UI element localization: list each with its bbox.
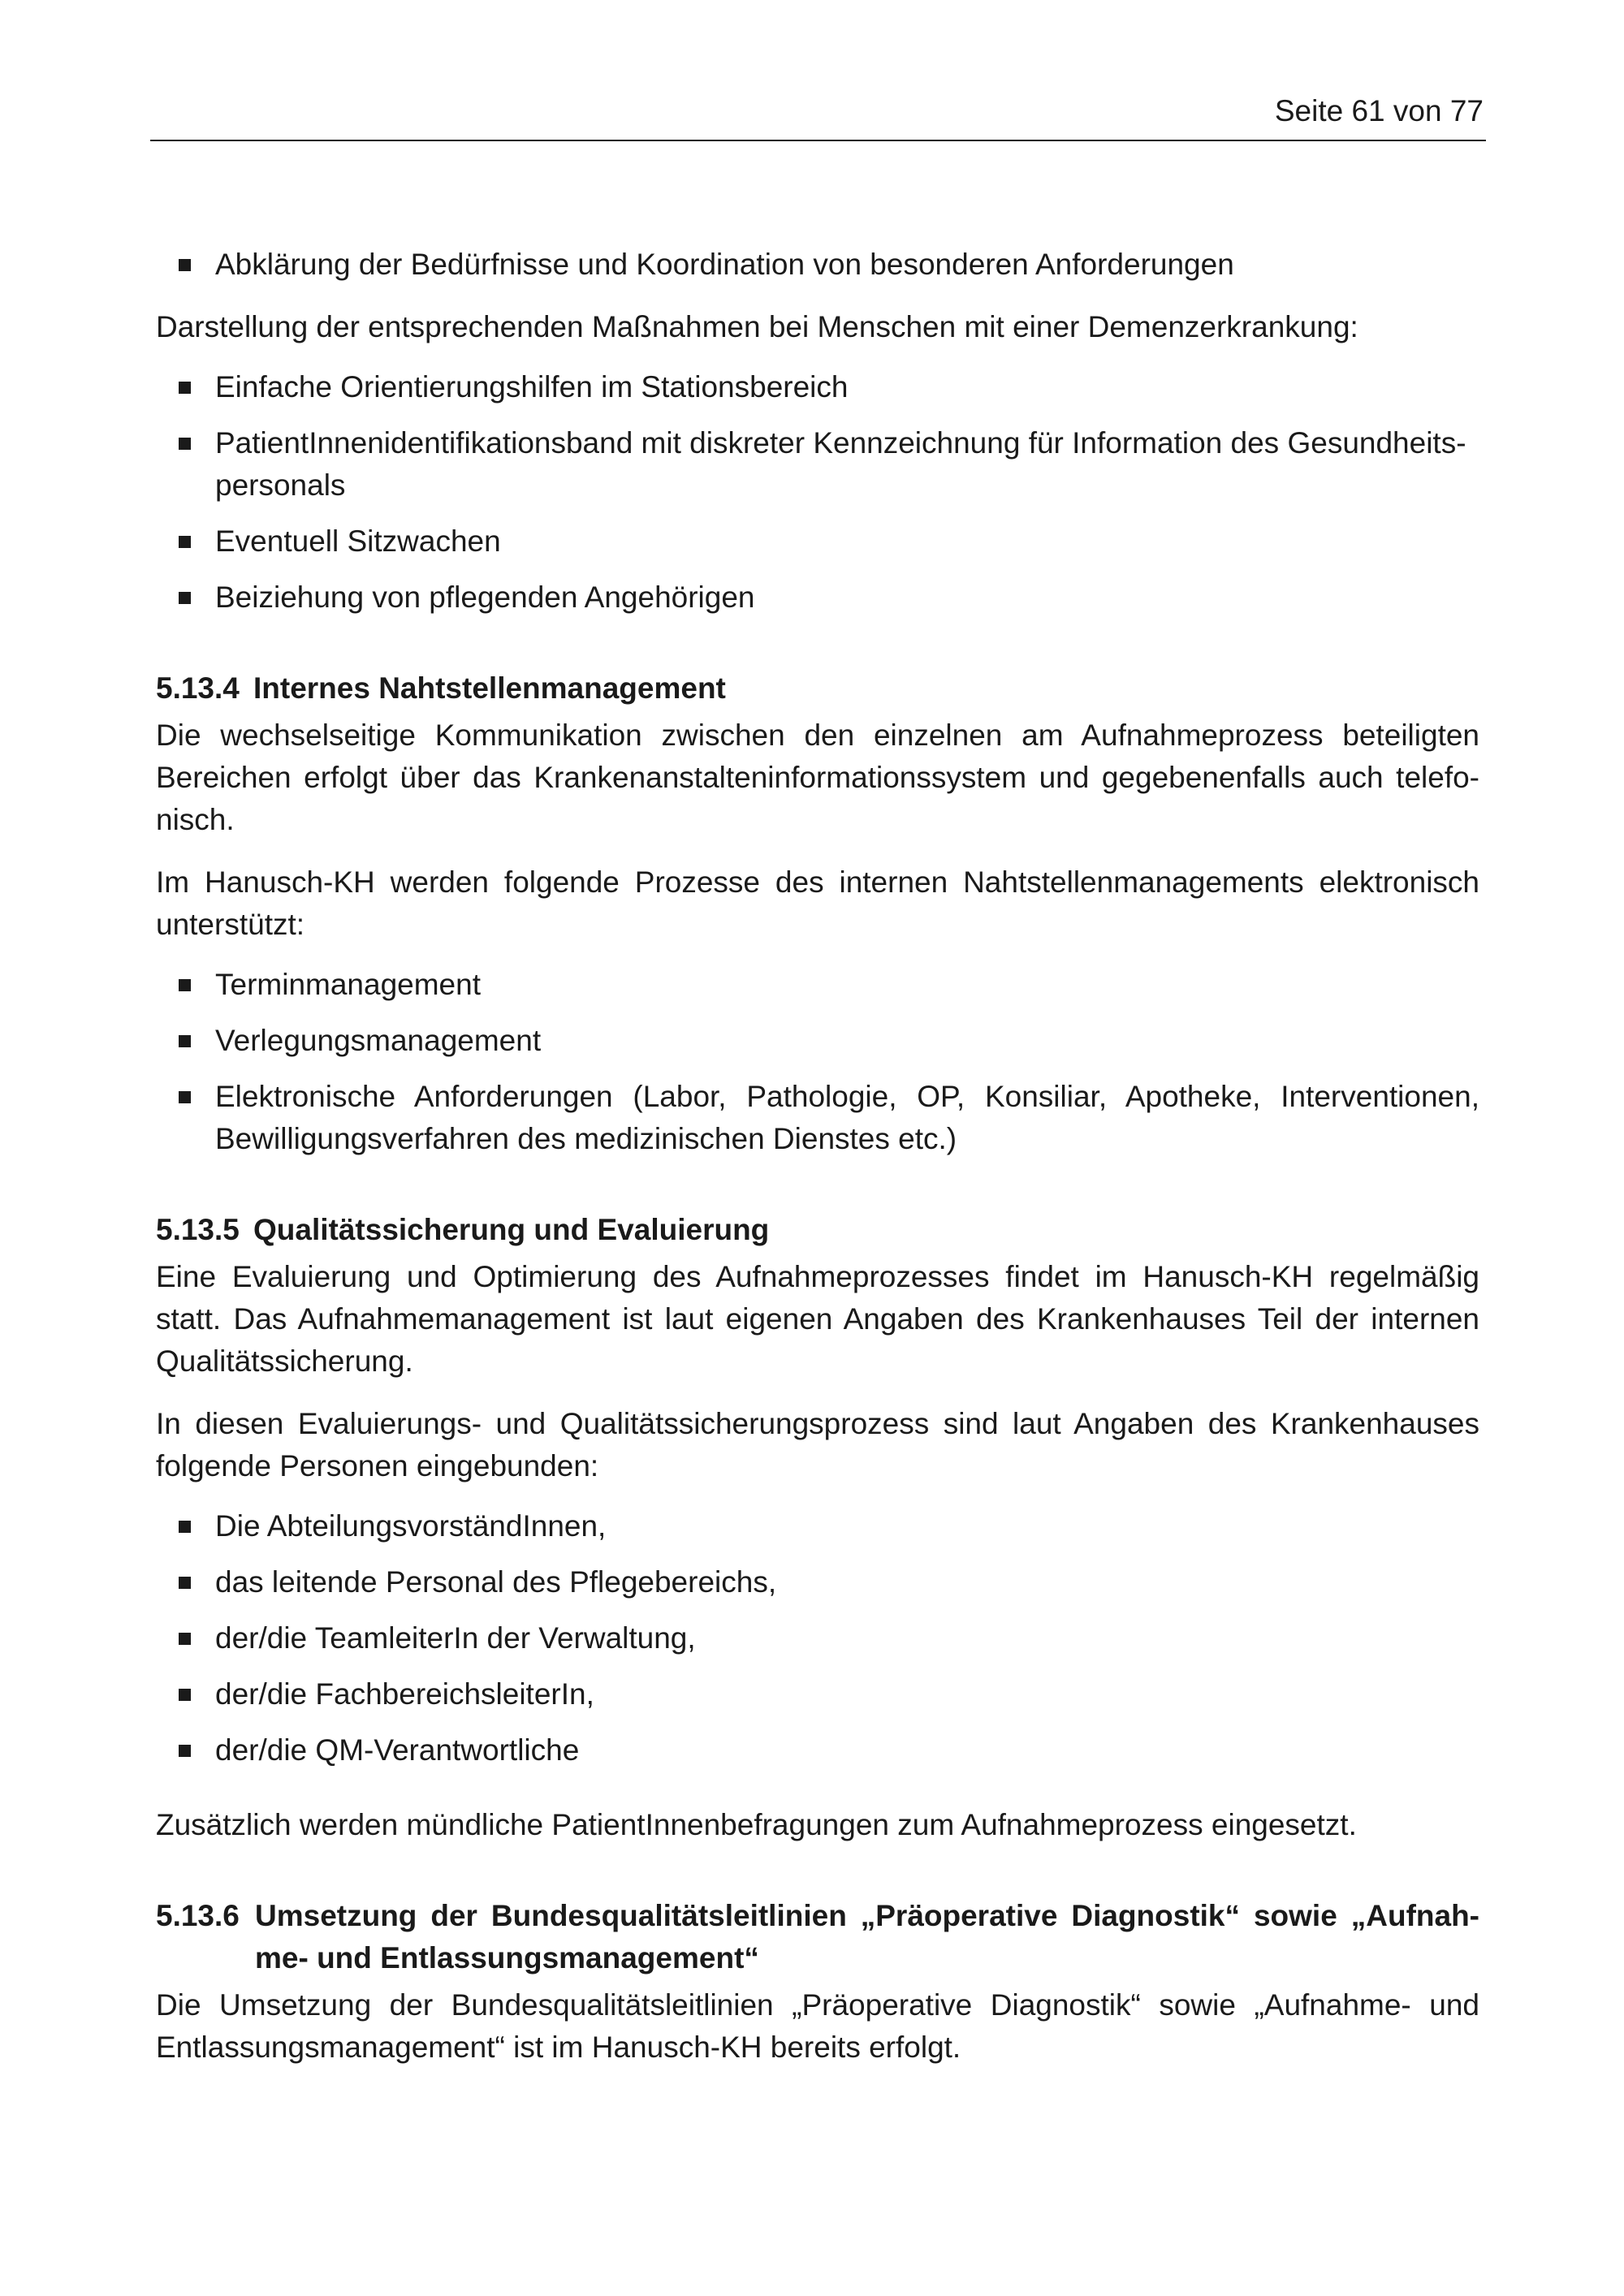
section-title: Umsetzung der Bundesqualitätsleitlinien „Präoperative Diagnostik“ sowie „Aufnah-me- und Entlassungsmanagement“ — [255, 1899, 1479, 1974]
dementia-intro: Darstellung der entsprechenden Maßnahmen bei Menschen mit einer Demenzerkrankung: — [156, 310, 1358, 343]
section-title: Internes Nahtstellenmanagement — [253, 671, 726, 705]
dementia-bullet-list — [156, 366, 1479, 619]
section-5135-paragraph-3: Zusätzlich werden mündliche PatientInnenbefragungen zum Aufnahmeprozess eingesetzt. — [156, 1808, 1357, 1841]
list-item: das leitende Personal des Pflegebereichs, — [156, 1561, 1479, 1603]
list-item: Einfache Orientierungshilfen im Stationsbereich — [156, 366, 1479, 408]
section-number: 5.13.4 — [156, 671, 240, 705]
section-5136-paragraph-1: Die Umsetzung der Bundesqualitätsleitlinien „Präoperative Diagnostik“ sowie „Aufnahme- und Entlassungsmanagement“ ist im Hanusch-KH bereits erfolgt. — [156, 1988, 1479, 2064]
section-5135-bullet-list — [156, 1505, 1479, 1772]
header-rule — [150, 140, 1486, 141]
list-item: der/die FachbereichsleiterIn, — [156, 1673, 1479, 1716]
section-number: 5.13.5 — [156, 1213, 240, 1246]
section-5135-paragraph-1: Eine Evaluierung und Optimierung des Aufnahmeprozesses findet im Hanusch-KH regelmäßig statt. Das Aufnahmemanagement ist laut eigenen Angaben des Krankenhauses Teil der internen Qualitätssicherung. — [156, 1260, 1479, 1378]
section-5134-bullet-list — [156, 964, 1479, 1160]
list-item: PatientInnenidentifikationsband mit diskreter Kennzeichnung für Information des Gesundheits-personals — [156, 422, 1479, 507]
section-heading-5134 — [156, 667, 1479, 710]
list-item: Eventuell Sitzwachen — [156, 520, 1479, 563]
section-title: Qualitätssicherung und Evaluierung — [253, 1213, 770, 1246]
page-number: Seite 61 von 77 — [1274, 94, 1484, 127]
list-item: Verlegungsmanagement — [156, 1020, 1479, 1062]
list-item: der/die QM-Verantwortliche — [156, 1729, 1479, 1772]
section-5134-paragraph-2: Im Hanusch-KH werden folgende Prozesse des internen Nahtstellenmanagements elektronisch unterstützt: — [156, 865, 1479, 941]
intro-bullet-list — [156, 244, 1479, 286]
section-5135-paragraph-2: In diesen Evaluierungs- und Qualitätssicherungsprozess sind laut Angaben des Krankenhauses folgende Personen eingebunden: — [156, 1407, 1479, 1482]
list-item: Beiziehung von pflegenden Angehörigen — [156, 576, 1479, 619]
section-number: 5.13.6 — [156, 1899, 240, 1932]
list-item: Terminmanagement — [156, 964, 1479, 1006]
list-item: der/die TeamleiterIn der Verwaltung, — [156, 1617, 1479, 1659]
list-item: Abklärung der Bedürfnisse und Koordination von besonderen Anforderungen — [156, 244, 1479, 286]
section-heading-5136 — [156, 1895, 1479, 1979]
document-body — [156, 244, 1479, 2069]
list-item: Die AbteilungsvorständInnen, — [156, 1505, 1479, 1547]
section-heading-5135 — [156, 1209, 1479, 1251]
list-item: Elektronische Anforderungen (Labor, Pathologie, OP, Konsiliar, Apotheke, Interventionen, Bewilligungsverfahren des medizinischen Dienstes etc.) — [156, 1076, 1479, 1160]
section-5134-paragraph-1: Die wechselseitige Kommunikation zwischen den einzelnen am Aufnahmeprozess beteiligten Bereichen erfolgt über das Krankenanstalteninformationssystem und gegebenenfalls auch telefo-nisch. — [156, 719, 1479, 836]
